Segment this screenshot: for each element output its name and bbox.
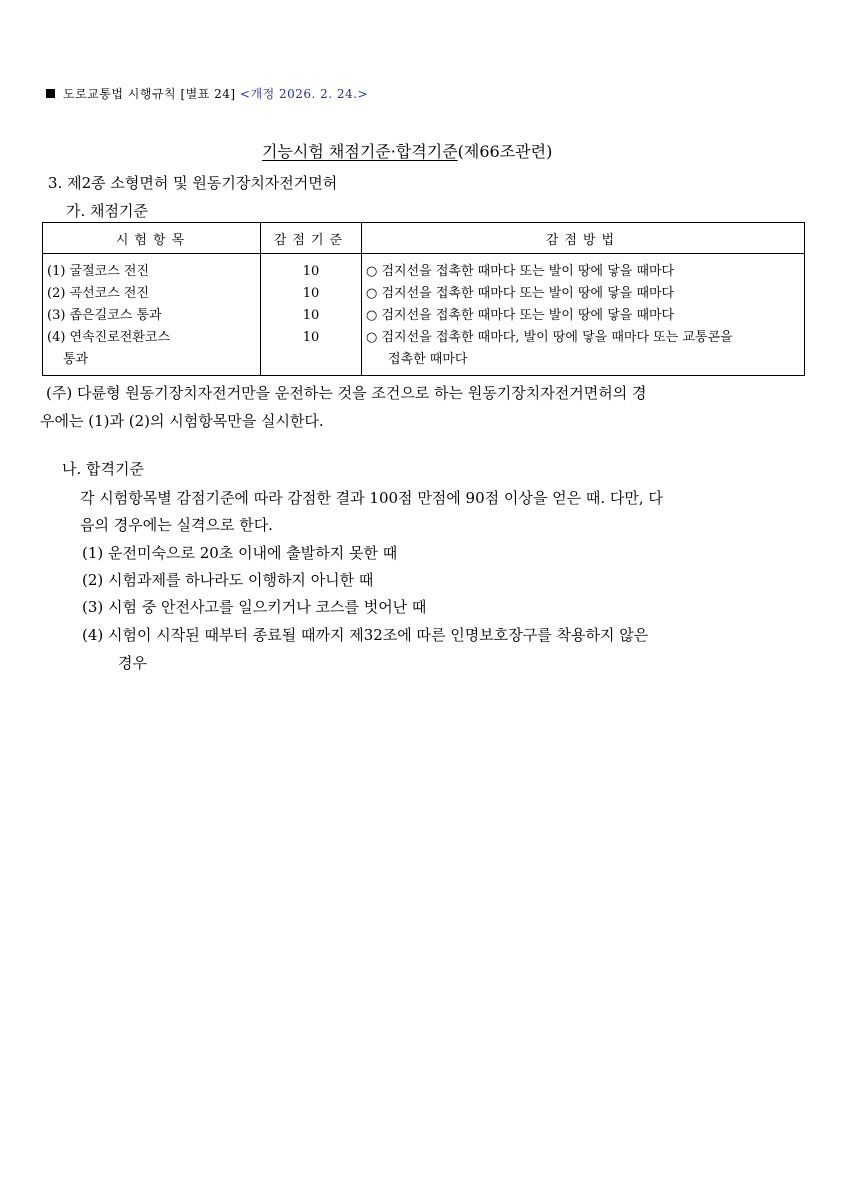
test-item: (3) 좁은길코스 통과 bbox=[47, 308, 162, 323]
test-item-continued: 통과 bbox=[63, 352, 89, 367]
deduction-points: 10 bbox=[302, 286, 320, 301]
square-bullet-icon bbox=[46, 89, 55, 98]
deduction-method-continued: 접촉한 때마다 bbox=[388, 352, 468, 367]
law-reference: 도로교통법 시행규칙 [별표 24] bbox=[63, 87, 236, 101]
disqualify-item: (3) 시험 중 안전사고를 일으키거나 코스를 벗어난 때 bbox=[82, 598, 427, 616]
pass-intro-line1: 각 시험항목별 감점기준에 따라 감점한 결과 100점 만점에 90점 이상을 얻은 때. 다만, 다 bbox=[80, 489, 663, 507]
test-item: (1) 굴절코스 전진 bbox=[47, 264, 150, 279]
section-3-heading: 3. 제2종 소형면허 및 원동기장치자전거면허 bbox=[48, 174, 338, 192]
disqualify-item: (4) 시험이 시작된 때부터 종료될 때까지 제32조에 따른 인명보호장구를 착용하지 않은 bbox=[82, 626, 649, 644]
test-item: (2) 곡선코스 전진 bbox=[47, 286, 150, 301]
amendment-link[interactable]: <개정 2026. 2. 24.> bbox=[239, 87, 369, 101]
col-header-deduction: 감점기준 bbox=[261, 223, 362, 254]
deduction-points-cell bbox=[261, 254, 362, 376]
deduction-method: ○ 검지선을 접촉한 때마다 또는 발이 땅에 닿을 때마다 bbox=[366, 264, 675, 279]
document-header bbox=[46, 85, 368, 102]
title-article-ref: (제66조관련) bbox=[457, 142, 553, 161]
col-header-method: 감점방법 bbox=[362, 223, 805, 254]
test-items-cell bbox=[43, 254, 261, 376]
deduction-points: 10 bbox=[302, 308, 320, 323]
title-main: 기능시험 채점기준·합격기준 bbox=[262, 142, 458, 161]
deduction-methods-cell bbox=[362, 254, 805, 376]
scoring-table bbox=[42, 222, 805, 376]
table-note-line1: (주) 다륜형 원동기장치자전거만을 운전하는 것을 조건으로 하는 원동기장치자전거면허의 경 bbox=[46, 384, 647, 402]
deduction-points: 10 bbox=[302, 330, 320, 345]
disqualify-item-continued: 경우 bbox=[118, 654, 147, 672]
col-header-test-item: 시험항목 bbox=[43, 223, 261, 254]
table-row bbox=[43, 254, 805, 376]
pass-criteria-heading: 나. 합격기준 bbox=[62, 460, 144, 478]
disqualify-item: (2) 시험과제를 하나라도 이행하지 아니한 때 bbox=[82, 571, 374, 589]
page-title bbox=[262, 139, 552, 162]
deduction-method: ○ 검지선을 접촉한 때마다 또는 발이 땅에 닿을 때마다 bbox=[366, 286, 675, 301]
disqualify-item: (1) 운전미숙으로 20초 이내에 출발하지 못한 때 bbox=[82, 544, 398, 562]
scoring-criteria-heading: 가. 채점기준 bbox=[66, 202, 148, 220]
table-header-row bbox=[43, 223, 805, 254]
table-note-line2: 우에는 (1)과 (2)의 시험항목만을 실시한다. bbox=[40, 412, 324, 430]
pass-intro-line2: 음의 경우에는 실격으로 한다. bbox=[80, 516, 273, 534]
test-item: (4) 연속진로전환코스 bbox=[47, 330, 171, 345]
deduction-method: ○ 검지선을 접촉한 때마다, 발이 땅에 닿을 때마다 또는 교통콘을 bbox=[366, 330, 733, 345]
deduction-method: ○ 검지선을 접촉한 때마다 또는 발이 땅에 닿을 때마다 bbox=[366, 308, 675, 323]
deduction-points: 10 bbox=[302, 264, 320, 279]
